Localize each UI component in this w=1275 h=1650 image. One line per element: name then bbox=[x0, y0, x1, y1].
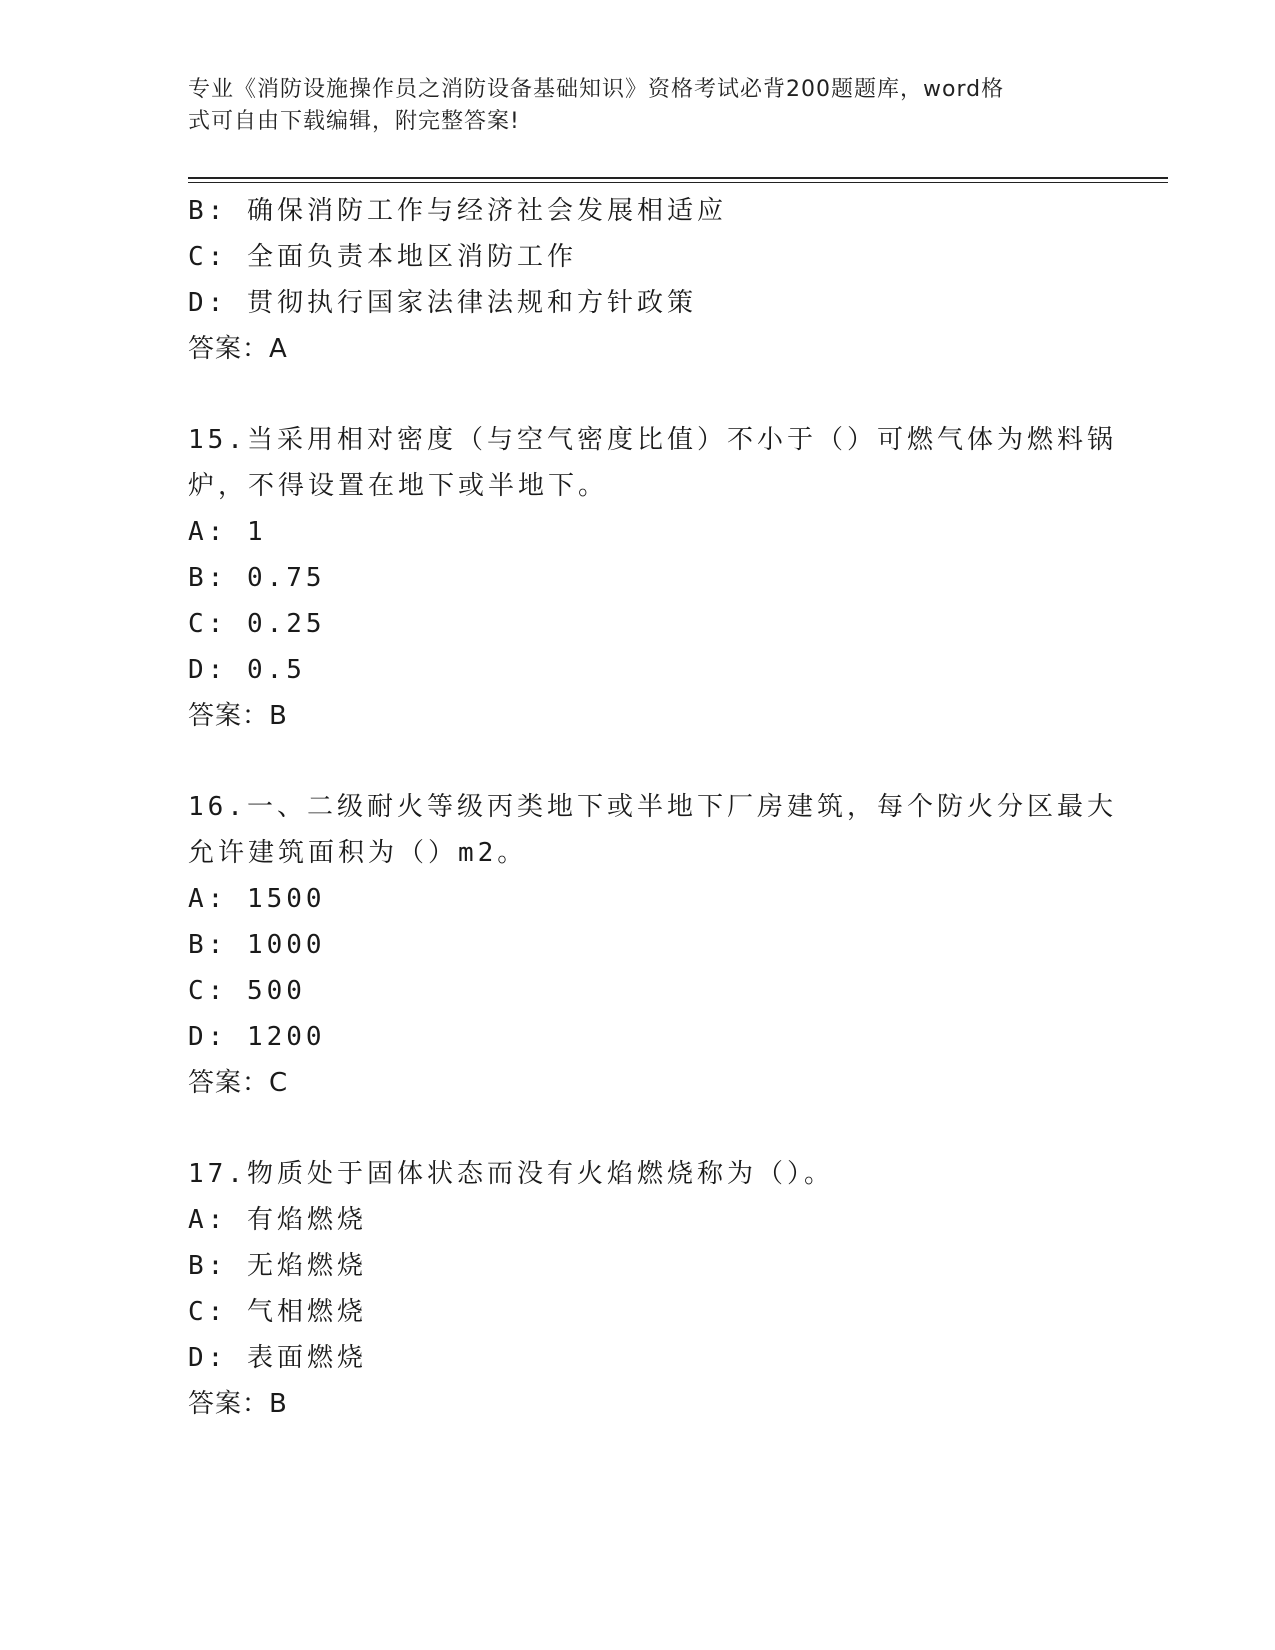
option-c: C: 全面负责本地区消防工作 bbox=[188, 242, 577, 272]
question-stem-line-1: 16.一、二级耐火等级丙类地下或半地下厂房建筑，每个防火分区最大 bbox=[188, 792, 1117, 822]
answer-line: 答案：C bbox=[188, 1068, 289, 1098]
option-c: C: 500 bbox=[188, 976, 306, 1006]
option-d: D: 0.5 bbox=[188, 655, 306, 685]
option-b: B: 0.75 bbox=[188, 563, 326, 593]
question-17 bbox=[188, 1151, 1088, 1427]
option-c: C: 气相燃烧 bbox=[188, 1297, 367, 1327]
question-stem-line-1: 17.物质处于固体状态而没有火焰燃烧称为（）。 bbox=[188, 1159, 834, 1189]
question-stem-line-2: 允许建筑面积为（）m2。 bbox=[188, 838, 528, 868]
option-d: D: 1200 bbox=[188, 1022, 326, 1052]
option-b: B: 无焰燃烧 bbox=[188, 1251, 367, 1281]
question-14-continuation bbox=[188, 188, 1088, 372]
answer-line: 答案：B bbox=[188, 701, 288, 731]
question-stem-line-1: 15.当采用相对密度（与空气密度比值）不小于（）可燃气体为燃料锅 bbox=[188, 425, 1117, 455]
header-divider-thick bbox=[188, 177, 1168, 179]
option-b: B: 确保消防工作与经济社会发展相适应 bbox=[188, 196, 727, 226]
option-d: D: 表面燃烧 bbox=[188, 1343, 367, 1373]
header-line-2: 式可自由下载编辑，附完整答案! bbox=[188, 109, 520, 134]
option-c: C: 0.25 bbox=[188, 609, 326, 639]
answer-line: 答案：A bbox=[188, 334, 288, 364]
question-stem-line-2: 炉，不得设置在地下或半地下。 bbox=[188, 471, 609, 501]
option-b: B: 1000 bbox=[188, 930, 326, 960]
document-header bbox=[188, 74, 1068, 138]
question-content bbox=[188, 188, 1117, 1427]
option-a: A: 有焰燃烧 bbox=[188, 1205, 367, 1235]
option-a: A: 1500 bbox=[188, 884, 326, 914]
option-a: A: 1 bbox=[188, 517, 267, 547]
question-15 bbox=[188, 417, 1117, 739]
answer-line: 答案：B bbox=[188, 1389, 288, 1419]
question-16 bbox=[188, 784, 1117, 1106]
header-line-1: 专业《消防设施操作员之消防设备基础知识》资格考试必背200题题库，word格 bbox=[188, 77, 1005, 102]
header-divider-thin bbox=[188, 182, 1168, 183]
option-d: D: 贯彻执行国家法律法规和方针政策 bbox=[188, 288, 697, 318]
